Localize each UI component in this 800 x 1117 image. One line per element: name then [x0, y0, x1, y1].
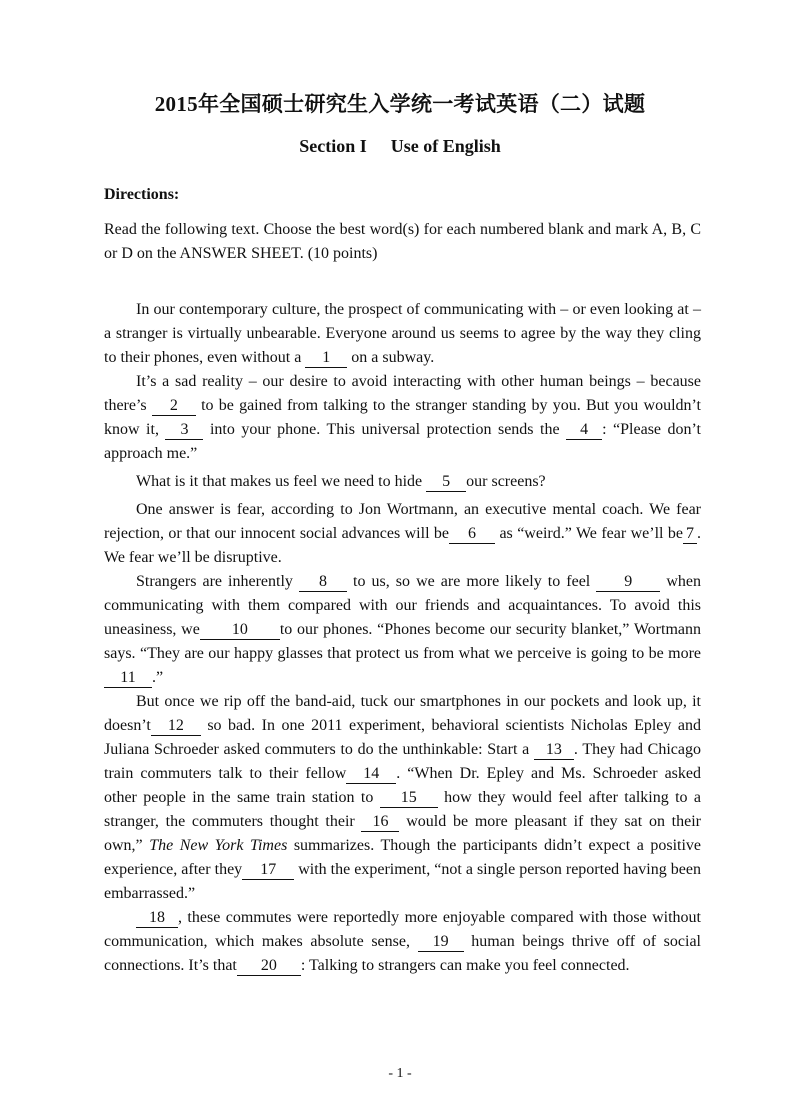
blank-4: 4 — [566, 421, 602, 440]
blank-15: 15 — [380, 789, 438, 808]
blank-14: 14 — [346, 765, 396, 784]
paragraph-1: In our contemporary culture, the prospect of communicating with – or even looking at – a stranger is virtually unbearable. Everyone around us seems to agree by the way they cling to their phones, even without a 1 on a subway. — [104, 301, 701, 366]
blank-13: 13 — [534, 741, 574, 760]
blank-8: 8 — [299, 573, 347, 592]
blank-12: 12 — [151, 717, 201, 736]
section-heading — [0, 136, 800, 157]
blank-18: 18 — [136, 909, 178, 928]
blank-6: 6 — [449, 525, 495, 544]
blank-11: 11 — [104, 669, 152, 688]
blank-9: 9 — [596, 573, 660, 592]
blank-5: 5 — [426, 473, 466, 492]
blank-16: 16 — [361, 813, 399, 832]
section-name: Use of English — [390, 136, 501, 156]
exam-title: 2015年全国硕士研究生入学统一考试英语（二）试题 — [154, 92, 646, 116]
blank-7: 7 — [683, 525, 697, 544]
section-label: Section I — [299, 136, 367, 156]
blank-2: 2 — [152, 397, 196, 416]
paragraph-3: What is it that makes us feel we need to hide 5 our screens? — [136, 473, 546, 490]
blank-19: 19 — [418, 933, 464, 952]
directions-text: Read the following text. Choose the best word(s) for each numbered blank and mark A, B, C or D on the ANSWER SHEET. (10 points) — [104, 221, 701, 262]
paragraph-4: One answer is fear, according to Jon Wortmann, an executive mental coach. We fear rejection, or that our innocent social advances will be 6 as “weird.” We fear we’ll be 7 . We fear we’ll be disruptive. — [104, 501, 701, 566]
blank-17: 17 — [242, 861, 294, 880]
blank-20: 20 — [237, 957, 301, 976]
paragraph-7: 18 , these commutes were reportedly more enjoyable compared with those without communication, which makes absolute sense, 19 human beings thrive off of social connections. It’s that 20 : Talking to strangers can make you feel connected. — [104, 909, 702, 974]
newspaper-title: The New York Times — [149, 837, 288, 854]
paragraph-2: It’s a sad reality – our desire to avoid interacting with other human beings – because there’s 2 to be gained from talking to the stranger standing by you. But you wouldn’t know it, 3 into your phone. This universal protection sends the 4 : “Please don’t approach me.” — [104, 373, 702, 462]
passage — [104, 298, 701, 978]
blank-10: 10 — [200, 621, 280, 640]
page-number: - 1 - — [388, 1066, 412, 1081]
blank-1: 1 — [305, 349, 347, 368]
blank-3: 3 — [165, 421, 203, 440]
paragraph-6: But once we rip off the band-aid, tuck our smartphones in our pockets and look up, it doesn’t 12 so bad. In one 2011 experiment, behavioral scientists Nicholas Epley and Juliana Schroeder asked commuters to do the unthinkable: Start a 13 . They had Chicago train commuters talk to their fellow 14 . “When Dr. Epley and Ms. Schroeder asked other people in the same train station to 15 how they would feel after talking to a stranger, the commuters thought their 16 would be more pleasant if they sat on their own,” The New York Times summarizes. Though the participants didn’t expect a positive experience, after they 17 with the experiment, “not a single person reported having been embarrassed.” — [104, 693, 702, 902]
paragraph-5: Strangers are inherently 8 to us, so we are more likely to feel 9 when communicating with them compared with our friends and acquaintances. To avoid this uneasiness, we 10 to our phones. “Phones become our security blanket,” Wortmann says. “They are our happy glasses that protect us from what we perceive is going to be more 11 .” — [104, 573, 702, 686]
directions-heading: Directions: — [104, 186, 180, 203]
